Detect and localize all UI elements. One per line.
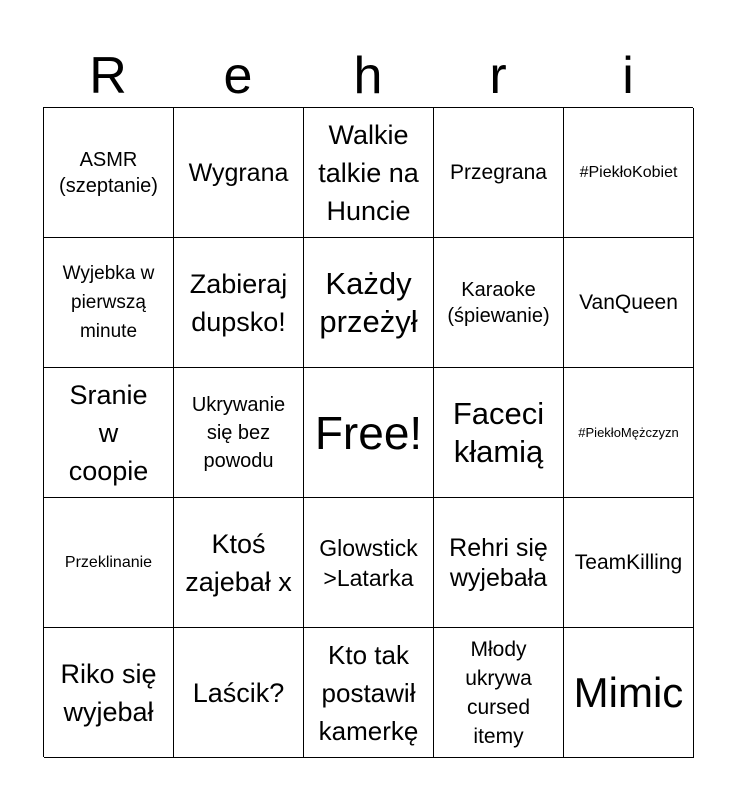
bingo-cell[interactable]: Ktoś zajebał x [174,498,304,628]
bingo-cell[interactable]: ASMR (szeptanie) [44,108,174,238]
bingo-cell[interactable]: Glowstick >Latarka [304,498,434,628]
bingo-cell[interactable]: Młody ukrywa cursed itemy [434,628,564,758]
title-letter: r [489,47,507,105]
bingo-cell[interactable]: Przegrana [434,108,564,238]
bingo-cell[interactable]: Sranie w coopie [44,368,174,498]
title-letter: h [353,47,383,105]
title-letter: R [89,47,127,105]
bingo-cell[interactable]: Riko się wyjebał [44,628,174,758]
bingo-grid [43,107,693,757]
bingo-cell[interactable]: Rehri się wyjebała [434,498,564,628]
bingo-cell[interactable]: #PiekłoKobiet [564,108,694,238]
bingo-cell[interactable]: Wygrana [174,108,304,238]
bingo-title [43,44,693,108]
bingo-cell[interactable]: Mimic [564,628,694,758]
bingo-cell[interactable]: #PiekłoMężczyzn [564,368,694,498]
bingo-cell[interactable]: Karaoke (śpiewanie) [434,238,564,368]
bingo-cell[interactable]: TeamKilling [564,498,694,628]
bingo-cell[interactable]: Faceci kłamią [434,368,564,498]
free-cell[interactable]: Free! [304,368,434,498]
bingo-cell[interactable]: Każdy przeżył [304,238,434,368]
bingo-cell[interactable]: Walkie talkie na Huncie [304,108,434,238]
bingo-cell[interactable]: Przeklinanie [44,498,174,628]
bingo-cell[interactable]: Kto tak postawił kamerkę [304,628,434,758]
bingo-cell[interactable]: VanQueen [564,238,694,368]
title-letter: i [622,47,634,105]
bingo-cell[interactable]: Wyjebka w pierwszą minute [44,238,174,368]
bingo-cell[interactable]: Zabieraj dupsko! [174,238,304,368]
bingo-cell[interactable]: Ukrywanie się bez powodu [174,368,304,498]
title-letter: e [223,47,253,105]
bingo-cell[interactable]: Laścik? [174,628,304,758]
